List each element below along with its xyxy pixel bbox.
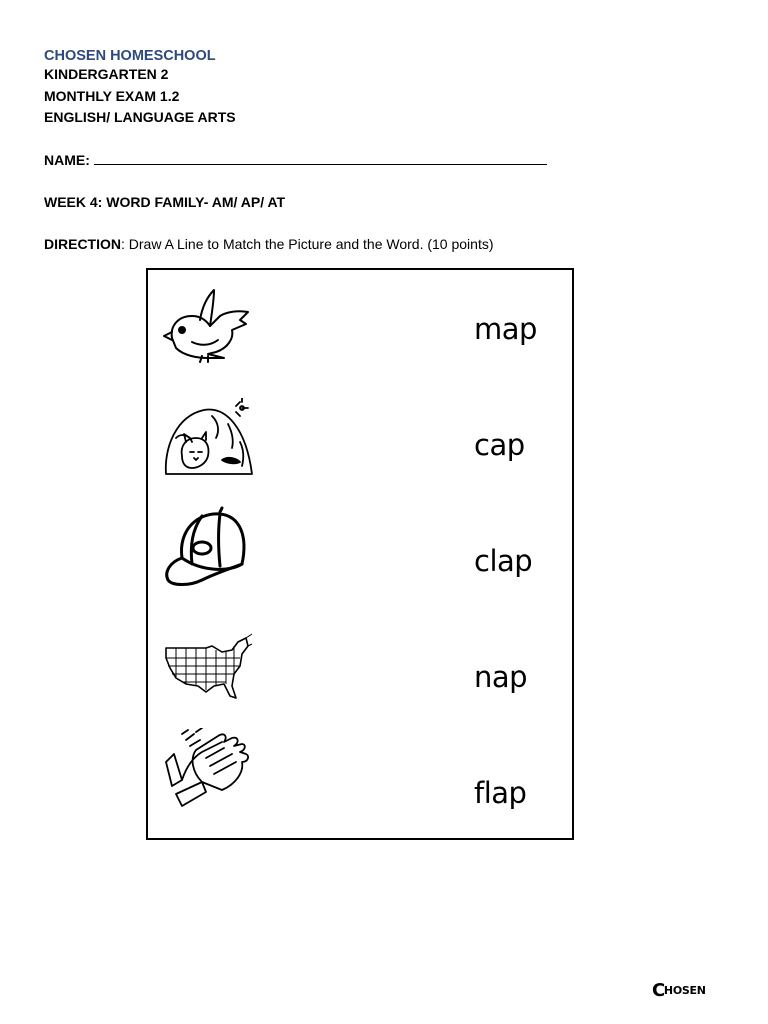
- logo-text: HOSEN: [663, 983, 706, 997]
- school-name: CHOSEN HOMESCHOOL: [44, 48, 216, 64]
- word-nap: nap: [474, 660, 528, 694]
- bird-icon: [162, 286, 254, 366]
- direction-text: : Draw A Line to Match the Picture and the Word. (10 points): [121, 236, 494, 252]
- exam-label: MONTHLY EXAM 1.2: [44, 88, 180, 104]
- baseball-cap-icon: [162, 506, 254, 586]
- subject-label: ENGLISH/ LANGUAGE ARTS: [44, 109, 236, 125]
- chosen-logo: [652, 980, 706, 1000]
- name-field[interactable]: [94, 151, 547, 165]
- direction-label: DIRECTION: [44, 236, 121, 252]
- word-clap: clap: [474, 544, 533, 578]
- name-label: NAME:: [44, 152, 90, 168]
- word-map: map: [474, 312, 537, 346]
- week-title: WEEK 4: WORD FAMILY- AM/ AP/ AT: [44, 194, 286, 210]
- napping-cat-icon: [162, 398, 254, 478]
- name-row: [44, 151, 547, 169]
- grade-label: KINDERGARTEN 2: [44, 66, 169, 82]
- matching-box: [146, 268, 574, 840]
- clapping-hands-icon: [162, 728, 254, 808]
- logo-initial: C: [652, 979, 665, 1001]
- us-map-icon: [162, 626, 254, 706]
- word-cap: cap: [474, 428, 525, 462]
- word-flap: flap: [474, 776, 527, 810]
- direction-line: [44, 236, 494, 253]
